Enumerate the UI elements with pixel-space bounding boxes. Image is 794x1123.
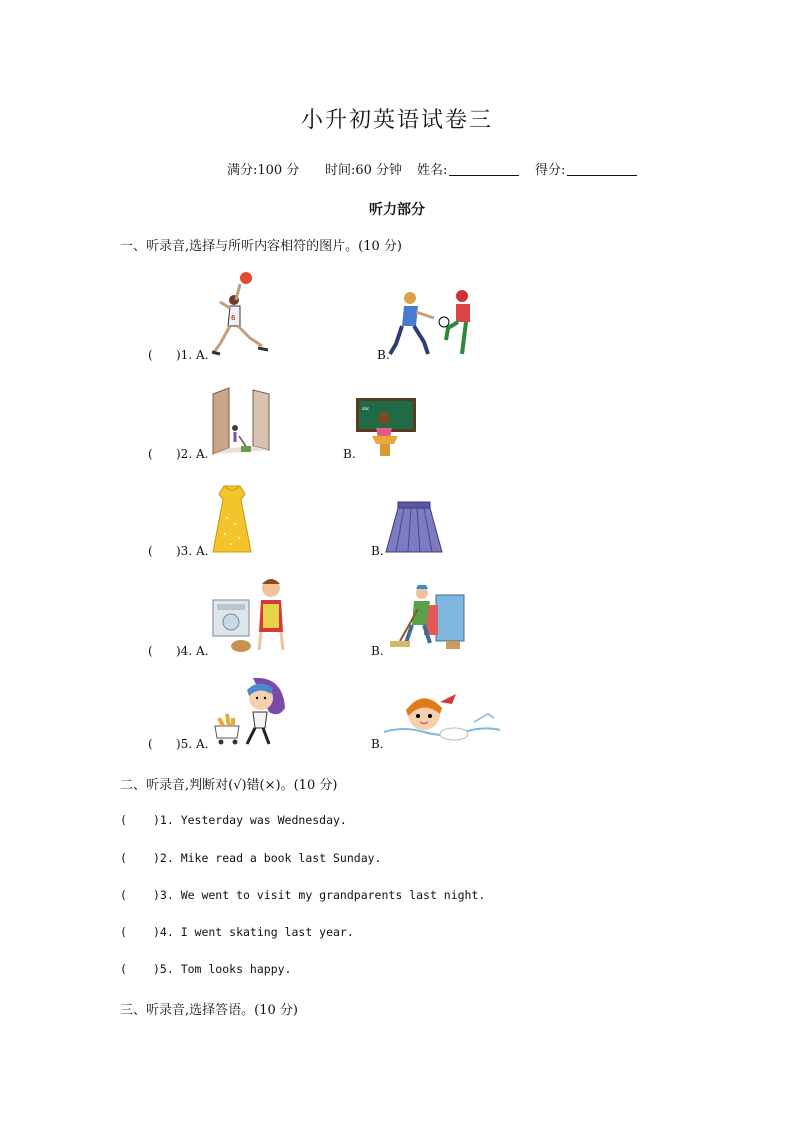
tf-question-4-text: )4. I went skating last year. [153,925,354,939]
time-info: 时间:60 分钟 [325,163,403,178]
girl-swimming-icon [384,692,500,748]
tf-question-1-text: )1. Yesterday was Wednesday. [153,813,347,827]
question-1-b-label: B. [377,348,390,362]
question-2-num: )2. A. [176,447,209,461]
tf-question-5: ( )5. Tom looks happy. [120,962,292,976]
soccer-players-icon [388,288,476,360]
teacher-blackboard-icon [356,398,416,458]
question-2-label: ( )2. A. [148,447,209,461]
question-5-num: )5. A. [176,737,209,751]
svg-text:abc: abc [362,406,370,411]
name-field[interactable] [417,159,519,178]
question-3-label: ( )3. A. [148,544,209,558]
basketball-player-icon [210,272,270,360]
tf-question-3: ( )3. We went to visit my grandparents last night. [120,888,486,902]
tf-question-4: ( )4. I went skating last year. [120,925,354,939]
question-3-num: )3. A. [176,544,209,558]
question-3-b-label: B. [371,544,384,558]
yellow-dress-icon [211,484,253,556]
part3-heading: 三、听录音,选择答语。(10 分) [120,1003,298,1018]
tf-question-5-text: )5. Tom looks happy. [153,962,292,976]
question-1-num: )1. A. [176,348,209,362]
purple-skirt-icon [384,502,444,556]
boy-mopping-floor-icon [386,585,466,651]
section-heading: 听力部分 [369,202,425,218]
part2-heading: 二、听录音,判断对(√)错(×)。(10 分) [120,778,338,793]
question-5-label: ( )5. A. [148,737,209,751]
question-4-num: )4. A. [176,644,209,658]
street-cleaning-icon [213,388,269,458]
result-label: 得分: [535,163,566,178]
question-1-label: ( )1. A. [148,348,209,362]
tf-question-2: ( )2. Mike read a book last Sunday. [120,851,382,865]
part1-heading: 一、听录音,选择与所听内容相符的图片。(10 分) [120,239,402,254]
name-blank[interactable] [449,163,519,176]
result-blank[interactable] [567,163,637,176]
name-label: 姓名: [417,163,448,178]
svg-text:6: 6 [231,314,236,322]
question-4-b-label: B. [371,644,384,658]
question-4-label: ( )4. A. [148,644,209,658]
result-field[interactable] [535,159,637,178]
girl-washing-clothes-icon [211,576,287,656]
girl-shopping-cart-icon [213,678,289,748]
tf-question-3-text: )3. We went to visit my grandparents last night. [153,888,486,902]
page-title: 小升初英语试卷三 [300,108,493,133]
tf-question-2-text: )2. Mike read a book last Sunday. [153,851,382,865]
score-info: 满分:100 分 [227,163,300,178]
question-5-b-label: B. [371,737,384,751]
question-2-b-label: B. [343,447,356,461]
tf-question-1: ( )1. Yesterday was Wednesday. [120,813,347,827]
